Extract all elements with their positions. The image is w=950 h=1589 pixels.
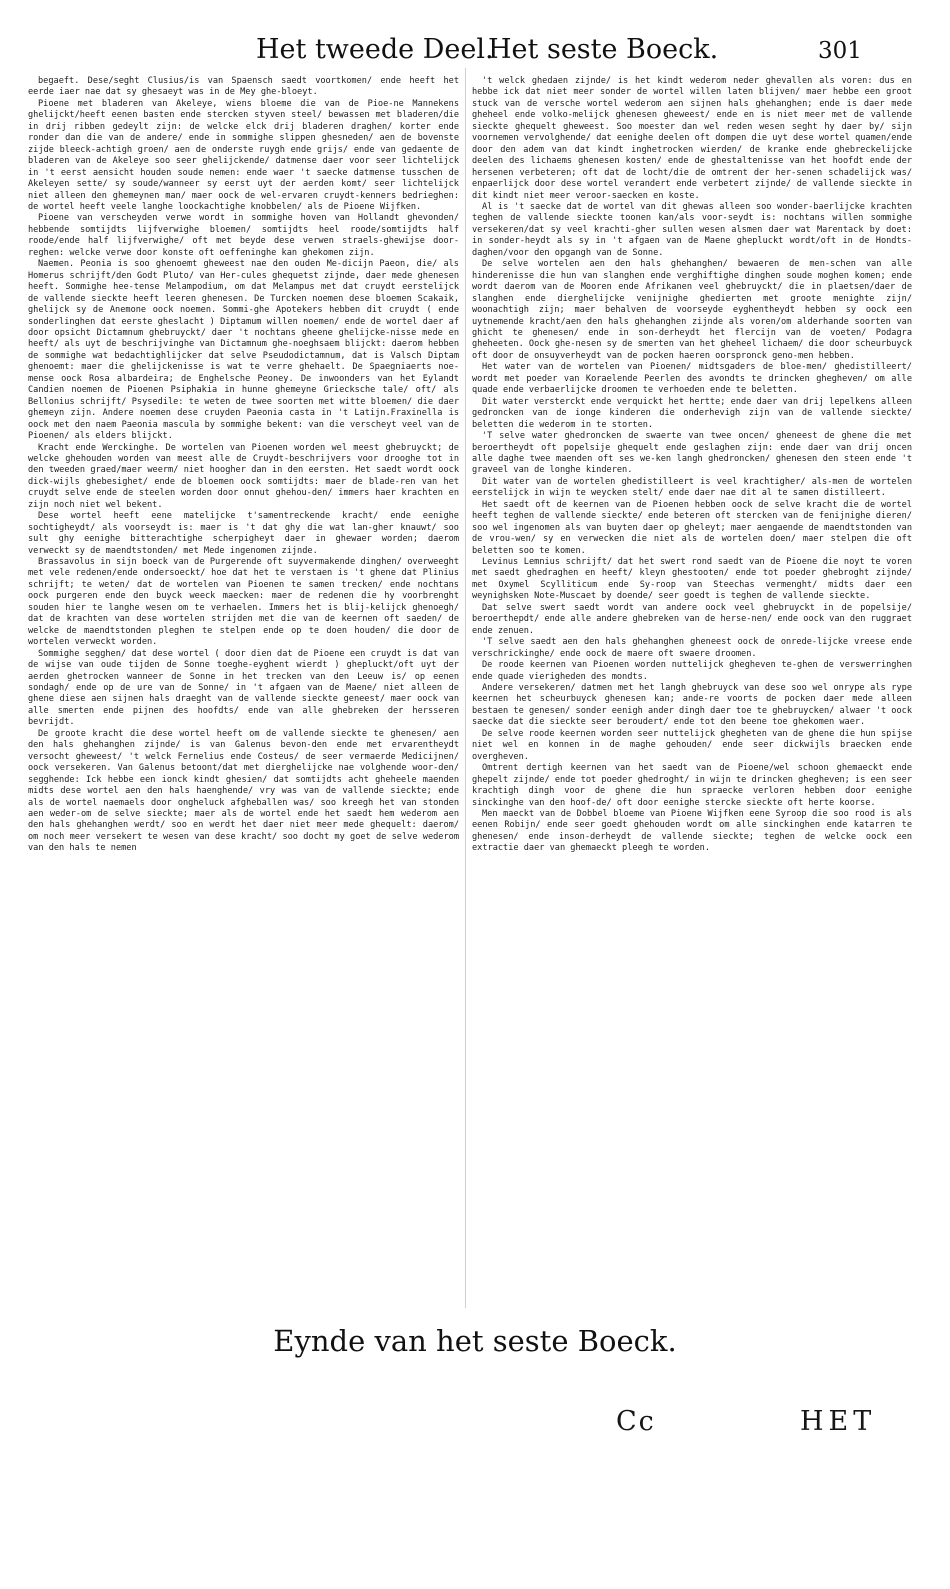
paragraph: Dat selve swert saedt wordt van andere oock veel ghebruyckt in de popelsije/ beroerthepdt/ ende alle andere ghebreken van de herse-nen/ ende oock van den ruggraet ende zenuen. [472, 602, 912, 636]
paragraph: begaeft. Dese/seght Clusius/is van Spaensch saedt voortkomen/ ende heeft het eerde iaer nae dat sy ghesaeyt was in de Mey ghe-bloeyt. [28, 76, 459, 98]
paragraph: Sommighe segghen/ dat dese wortel ( door dien dat de Pioene een cruydt is dat van de wijse van oude tijden de Sonne toeghe-eyghent wierdt ) ghepluckt/oft uyt der aerden ghetrocken wanneer de Sonne in het trecken van den Leeuw is/ op eenen sondagh/ ende op de ure van de Sonne/ in 't afgaen van de Maene/ niet alleen de ghene diese aen sijnen hals draeght van de vallende sieckte geneest/ maer oock van alle smerten ende pijnen des hoofdts/ ende van alle ghebreken der hersseren bevrijdt. [28, 648, 459, 728]
paragraph: Pioene met bladeren van Akeleye, wiens bloeme die van de Pioe-ne Mannekens ghelijckt/heeft eenen basten ende stercken styven steel/ bewassen met bladeren/die in drij ribben gedeylt zijn: de welcke elck drij bladeren draghen/ korter ende ronder dan die van de andere/ ende in sommighe slippen ghesneden/ aen de bovenste zijde bleeck-achtigh groen/ aen de onderste ruygh ende grijs/ ende van gedaente de bladeren van de Akeleye soo seer ghelijckende/ datmense daer voor seer lichtelijck in 't eerst aensicht houden soude nemen: ende waer 't saecke datmense tusschen de Akeleyen sette/ sy soude/wanneer sy eerst uyt der aerden komt/ seer lichtelijck niet alleen den ghemeynen man/ maer oock de wel-ervaren cruydt-kenners bedrieghen: de wortel heeft veele langhe loockachtighe knobbelen/ als de Pioene Wijfken. [28, 98, 459, 212]
paragraph: De selve roode keernen worden seer nuttelijck ghegheten van de ghene die hun spijse niet wel en konnen in de maghe gehouden/ ende seer dickwijls braecken ende overgheven. [472, 728, 912, 762]
column-divider [465, 68, 466, 1308]
paragraph: Men maeckt van de Dobbel bloeme van Pioene Wijfken eene Syroop die soo rood is als eenen Robijn/ ende seer goedt ghehouden wordt om alle sinckinghen ende katarren te ghenesen/ ende inson-derheydt de vallende sieckte; teghen de welcke oock een extractie daer van ghemaeckt pleegh te worden. [472, 809, 912, 854]
paragraph: 't welck ghedaen zijnde/ is het kindt wederom neder ghevallen als voren: dus en hebbe ick dat niet meer sonder de wortel willen laten blijven/ maer hebbe een groot stuck van de versche wortel wederom aen sijnen hals ghehanghen; ende is daer mede gheheel ende volko-melijck ghenesen gheweest/ ende en is niet meer met de vallende sieckte ghequelt gheweest. Soo moester dan wel reden wesen seght hy daer by/ sijn voornemen vervolghende/ dat eenighe deelen oft dompen die uyt dese wortel quamen/ende door den adem van dat kindt inghetrocken wierden/ de kranke ende ghebreckelijcke deelen des lichaems ghenesen kosten/ ende de ghestaltenisse van het hoofdt ende der hersenen verbeteren; oft dat de locht/die de omtrent der her-senen schadelijck was/ enpaerlijck door dese wortel verandert ende verbetert zijnde/ de vallende sieckte in dit kindt niet meer veroor-saecken en koste. [472, 76, 912, 201]
paragraph: Levinus Lemnius schrijft/ dat het swert rond saedt van de Pioene die noyt te voren met saedt ghedraghen en heeft/ kleyn ghestooten/ ende tot poeder ghebroght zijnde/ met Oxymel Scylliticum ende Sy-roop van Steechas vermenght/ midts daer een weynighsken Note-Muscaet by doende/ seer goedt is teghen de vallende sieckte. [472, 557, 912, 602]
paragraph: Het water van de wortelen van Pioenen/ midtsgaders de bloe-men/ ghedistilleert/ wordt met poeder van Koraelende Peerlen des avondts te drincken ghegheven/ om alle quade ende verbaerlijcke droomen te verhoeden ende te beletten. [472, 362, 912, 396]
paragraph: De roode keernen van Pioenen worden nuttelijck ghegheven te-ghen de verswerringhen ende quade vierigheden des mondts. [472, 660, 912, 682]
paragraph: Het saedt oft de keernen van de Pioenen hebben oock de selve kracht die de wortel heeft teghen de vallende sieckte/ ende beteren oft stercken van de fenijnighe dieren/ soo wel ingenomen als van buyten daer op gheleyt; maer aengaende de maendtstonden van de vrou-wen/ sy en verwecken die niet als de wortelen doen/ maer stelpen die oft beletten soo te komen. [472, 499, 912, 556]
running-head-book: Het seste Boeck. [488, 34, 719, 65]
paragraph: Kracht ende Werckinghe. De wortelen van Pioenen worden wel meest ghebruyckt; de welcke ghehouden worden van meest alle de Cruydt-beschrijvers voor drooghe tot in den tweeden graed/maer weerm/ niet hoogher dan in den eersten. Het saedt wordt oock dick-wijls ghebesighet/ ende de bloemen oock somtijdts: maer de blade-ren van het cruydt selve ende de steelen worden door onnut ghehou-den/ immers haer krachten en zijn noch niet wel bekent. [28, 442, 459, 510]
paragraph: Naemen. Peonia is soo ghenoemt gheweest nae den ouden Me-dicijn Paeon, die/ als Homerus schrijft/den Godt Pluto/ van Her-cules ghequetst zijnde, daer mede ghenesen heeft. Sommighe hee-tense Melampodium, om dat Melampus met dat cruydt eerstelijck de vallende sieckte heeft leeren ghenesen. De Turcken noemen dese bloemen Scakaik, ghelijck sy de Anemone oock noemen. Sommi-ghe Apotekers hebben dit cruydt ( ende sonderlinghen dat eerste gheslacht ) Diptamum willen noemen/ ende de wortel daer af door opsicht Dictamnum ghebruyckt/ daer 't nochtans gheene ghelijcke-nisse mede en heeft/ als uyt de beschrijvinghe van Dictamnum ghe-noeghsaem blijckt: daerom hebben de sommighe wat bedachtighlijcker dat selve Pseudodictamnum, dat is Valsch Diptam ghenoemt: maer die ghelijckenisse is wat te verre ghehaelt. De Spaegniaerts noe-mense oock Rosa albardeira; de Enghelsche Peoney. De inwoonders van het Eylandt Candien noemen de Pioenen Psiphakia in hunne ghemeyne Griecksche tale/ oft/ als Bellonius schrijft/ Psysedile: te weten de twee soorten met witte bloemen/ die daer ghemeyn zijn. Andere noemen dese cruyden Paeonia casta in 't Latijn.Fraxinella is oock met den naem Paeonia mascula by sommighe bekent: van die verscheyt veel van de Pioenen/ als elders blijckt. [28, 259, 459, 442]
folio-number: 301 [818, 38, 862, 64]
paragraph: 'T selve water ghedroncken de swaerte van twee oncen/ gheneest de ghene die met beroertheydt oft popelsije ghequelt ende geslaghen zijn: ende daer van drij oncen alle daghe twee maenden oft ses we-ken langh ghedroncken/ ghenesen den steen ende 't graveel van de longhe kinderen. [472, 431, 912, 476]
paragraph: Al is 't saecke dat de wortel van dit ghewas alleen soo wonder-baerlijcke krachten teghen de vallende sieckte toonen kan/als voor-seydt is: nochtans willen sommighe versekeren/dat sy veel krachti-gher sullen wesen alsmen daer wat Marentack by doet: in sonder-heydt als sy in 't afgaen van de Maene ghepluckt wordt/oft in de Hondts-daghen/voor den opgangh van de Sonne. [472, 201, 912, 258]
paragraph: Dit water versterckt ende verquickt het hertte; ende daer van drij lepelkens alleen gedroncken van de ionge kinderen die onderhevigh zijn van de vallende sieckte/ beletten die wederom in te storten. [472, 396, 912, 430]
paragraph: Andere versekeren/ datmen met het langh ghebruyck van dese soo wel onrype als rype keernen het scheurbuyck ghenesen kan; ande-re voorts de pocken daer mede alleen bestaen te genesen/ sonder eenigh ander dingh daer toe te ghebruycken/ alwaer 't oock saecke dat die sieckte seer beroudert/ ende tot den beene toe ghekomen waer. [472, 683, 912, 728]
paragraph: Brassavolus in sijn boeck van de Purgerende oft suyvermakende dinghen/ overweeght met vele redenen/ende ondersoeckt/ hoe dat het te verstaen is 't ghene dat Plinius schrijft; te weten/ dat de wortelen van Pioenen te samen trecken/ ende nochtans oock purgeren ende den buyck weeck maecken: maer de redenen die hy voorbrenght souden hier te langhe wesen om te verhaelen. Immers het is blij-kelijck ghenoegh/ dat de krachten van dese wortelen strijden met die van de keernen oft saeden/ de welcke de maendtstonden pleghen te stelpen ende op te doen houden/ die door de wortelen verweckt worden. [28, 557, 459, 648]
book-end-colophon: Eynde van het seste Boeck. [273, 1324, 677, 1358]
paragraph: 'T selve saedt aen den hals ghehanghen gheneest oock de onrede-lijcke vreese ende verschrickinghe/ ende oock de maere oft swaere droomen. [472, 637, 912, 659]
paragraph: Pioene van verscheyden verwe wordt in sommighe hoven van Hollandt ghevonden/ hebbende somtijdts lijfverwighe bloemen/ somtijdts heel roode/somtijdts half roode/ende half lijfverwighe/ oft met beyde dese verwen straels-ghewijse door-reghen: welcke verwe door konste oft oeffeninghe kan ghekomen zijn. [28, 213, 459, 258]
paragraph: De groote kracht die dese wortel heeft om de vallende sieckte te ghenesen/ aen den hals ghehanghen zijnde/ is van Galenus bevon-den ende met ervarentheydt versocht gheweest/ 't welck Fernelius ende Costeus/ de seer vermaerde Medicijnen/ oock versekeren. Van Galenus betoont/dat met dierghelijcke nae volghende woor-den/ segghende: Ick hebbe een ionck kindt ghesien/ dat somtijdts acht gheheele maenden midts dese wortel aen den hals haenghende/ vry was van de vallende sieckte; ende als de wortel naemaels door ongheluck afgheballen was/ soo kreegh het van stonden aen weder-om de selve sieckte; maer als de wortel ende het saedt hem wederom aen den hals ghehanghen werdt/ soo en werdt het daer niet meer mede ghequelt: daerom/ om noch meer versekert te wesen van dese kracht/ soo docht my goet de selve wederom van den hals te nemen [28, 728, 459, 854]
paragraph: Omtrent dertigh keernen van het saedt van de Pioene/wel schoon ghemaeckt ende ghepelt zijnde/ ende tot poeder ghedroght/ in wijn te drincken ghegheven; is een seer krachtigh dingh voor de ghene die hun spraecke verloren hebben door eenighe sinckinghe van den hoof-de/ oft door eenighe stercke sieckte oft herte koorse. [472, 763, 912, 808]
signature-mark: Cc [616, 1406, 656, 1437]
right-column [472, 76, 912, 1306]
paragraph: Dese wortel heeft eene matelijcke t'samentreckende kracht/ ende eenighe sochtigheydt/ als voorseydt is: maer is 't dat ghy die wat lan-gher knauwt/ soo sult ghy eenighe bitterachtighe scherpigheyt daer in ghewaer worden; daerom verweckt sy de maendtstonden/ met Mede ingenomen zijnde. [28, 511, 459, 556]
catchword: HET [800, 1406, 877, 1437]
running-head-part: Het tweede Deel. [256, 34, 494, 65]
paragraph: Dit water van de wortelen ghedistilleert is veel krachtigher/ als-men de wortelen eerstelijck in wijn te weycken stelt/ ende daer nae dit al te samen distilleert. [472, 476, 912, 499]
left-column [28, 76, 459, 1306]
paragraph: De selve wortelen aen den hals ghehanghen/ bewaeren de men-schen van alle hinderenisse die hun van slanghen ende verghiftighe dinghen soude moghen komen; ende wordt daerom van de Mooren ende Afrikanen veel ghebruyckt/ die in plaetsen/daer de slanghen ende dierghelijcke venijnighe ghedierten met groote menighte zijn/ woonachtigh zijn; maer behalven de voorseyde eyghentheydt hebben sy oock een uytnemende kracht/aen den hals ghehanghen zijnde als voren/om alderhande soorten van ghicht te ghenesen/ ende in son-derheydt het flercijn van de voeten/ Podagra gheheeten. Oock ghe-nesen sy de smerten van het gheheel lichaem/ die door scheurbuyck oft door de onsuyverheydt van de pocken haeren oorspronck geno-men hebben. [472, 259, 912, 361]
